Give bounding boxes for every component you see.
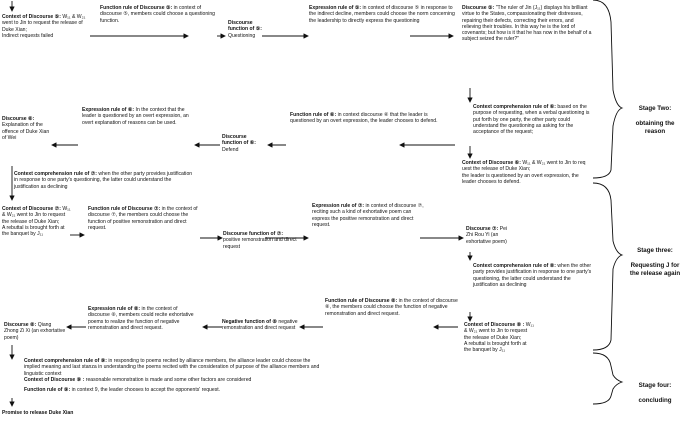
context-comprehension-rule-9: Context comprehension rule of ⑨: in responding to poems recited by alliance members, the alliance leader could choose the implied meaning and last stanza in understanding the poems recited with the consideration of purpose of the alliance members and linguistic context bbox=[24, 358, 320, 377]
function-rule-discourse-8: Function rule of Discourse ⑧: in the context of discourse ⑧, the members could choose the function of negative remonstration and direct request. bbox=[325, 298, 458, 317]
context-comprehension-rule-7: Context comprehension rule of ⑦: when the other party provides justification in response to one party's questioning, the latter could understand the justification as declining bbox=[14, 171, 193, 190]
context-discourse-6: Context of Discourse ⑥: W₁₁ & W₂₁ went to Jin to req uest the release of Duke Xian; the leader is questioned by an overt expression, the leader chooses to defend. bbox=[462, 160, 586, 185]
stage-four-bracket bbox=[593, 353, 622, 404]
stage-two-title: Stage Two: bbox=[638, 105, 672, 113]
discourse-function-6: Discourse function of ⑥: Defend bbox=[222, 134, 256, 153]
stage-two-subtitle: obtaining the reason bbox=[635, 120, 675, 135]
discourse-5: Discourse ⑤: "The ruler of Jin (J₁₁) displays his brilliant virtue to the States, compassionating their distresses, repairing their defects, correcting their errors, and relieving their troubles. In this way he is the lord of covenants; but how is it that he has now in the behalf of a subject seized the ruler?" bbox=[462, 5, 592, 43]
stage-two-label bbox=[626, 98, 684, 135]
context-discourse-9: Context of Discourse ⑨ : reasonable remonstration is made and some other factors are considered bbox=[24, 377, 252, 383]
context-comprehension-rule-6: Context comprehension rule of ⑥: based on the purpose of requesting, when a verbal questioning is put forth by one party, the other party could understand the questioning as asking for the acceptance of the request; bbox=[473, 104, 590, 136]
expression-rule-6: Expression rule of ⑥: In the context that the leader is questioned by an overt expression, an overt explanation of reasons can be used. bbox=[82, 107, 189, 126]
negative-function-8: Negative function of ⑧ negative remonstration and direct request bbox=[222, 319, 298, 332]
function-rule-discourse-7: Function rule of Discourse ⑦: in the context of discourse ⑦, the members could choose the function of positive remonstration and direct request. bbox=[88, 206, 198, 231]
stage-three-label bbox=[626, 240, 684, 277]
stage-four-label bbox=[626, 375, 684, 405]
expression-rule-7: Expression rule of ⑦: in context of discourse ⑦, reciting such a kind of exhortative poem can express the positive remonstration and direct request. bbox=[312, 203, 424, 228]
function-rule-discourse-5: Function rule of Discourse ⑤: in context of discourse ⑤, members could choose a questioning function. bbox=[100, 5, 215, 24]
discourse-function-7: Discourse function of ⑦: positive remonstration and direct request bbox=[223, 231, 297, 250]
context-discourse-7: Context of Discourse ⑦: W₁₁ & W₂₁ went to Jin to request the release of Duke Xian; A rebuttal is brought forth at the banquet by J₁₁ bbox=[2, 206, 71, 238]
discourse-function-5: Discourse function of ⑤: Questioning bbox=[228, 20, 262, 39]
function-rule-9: Function rule of ⑨: in context 9, the leader chooses to accept the opponents' request. bbox=[24, 387, 221, 393]
discourse-7: Discourse ⑦: Pei Zhi Rou Yi (an exhortative poem) bbox=[466, 226, 508, 245]
discourse-8: Discourse ⑧: Qiang Zhong Zi Xi (an exhortative poem) bbox=[4, 322, 66, 341]
stage-four-title: Stage four: bbox=[638, 382, 672, 390]
stage-three-title: Stage three: bbox=[637, 247, 673, 255]
context-discourse-5: Context of Discourse ⑤: W₁₁ & W₂₁ went to Jin to request the release of Duke Xian; Indirect requests failed bbox=[2, 14, 86, 39]
context-discourse-8: Context of Discourse ⑧ : W₁₁ & W₂₁ went to Jin to request the release of Duke Xian; A rebuttal is brought forth at the banquet by J₁₁ bbox=[464, 322, 534, 354]
expression-rule-5: Expression rule of ⑤: in context of discourse ⑤ in response to the indirect decline, members could choose the norm concerning the leadership to directly express the questioning bbox=[309, 5, 455, 24]
stage-three-subtitle: Requesting J for the release again bbox=[629, 262, 681, 277]
discourse-6: Discourse ⑥: Explanation of the offence of Duke Xian of Wei bbox=[2, 116, 50, 141]
stage-two-bracket bbox=[593, 0, 622, 178]
final-outcome: Promise to release Duke Xian bbox=[2, 410, 74, 416]
context-comprehension-rule-8: Context comprehension rule of ⑧: when the other party provides justification in response to one party's questioning, the latter could understand the justification as declining bbox=[473, 263, 592, 288]
expression-rule-8: Expression rule of ⑧: in the context of discourse ⑧, members could recite exhortative poems to realize the function of negative remonstration and direct request. bbox=[88, 306, 194, 331]
stage-three-bracket bbox=[593, 183, 622, 350]
stage-four-subtitle: concluding bbox=[638, 397, 672, 405]
function-rule-6: Function rule of ⑥: in context discourse ⑥ that the leader is questioned by an overt expression, the leader chooses to defend. bbox=[290, 112, 438, 125]
